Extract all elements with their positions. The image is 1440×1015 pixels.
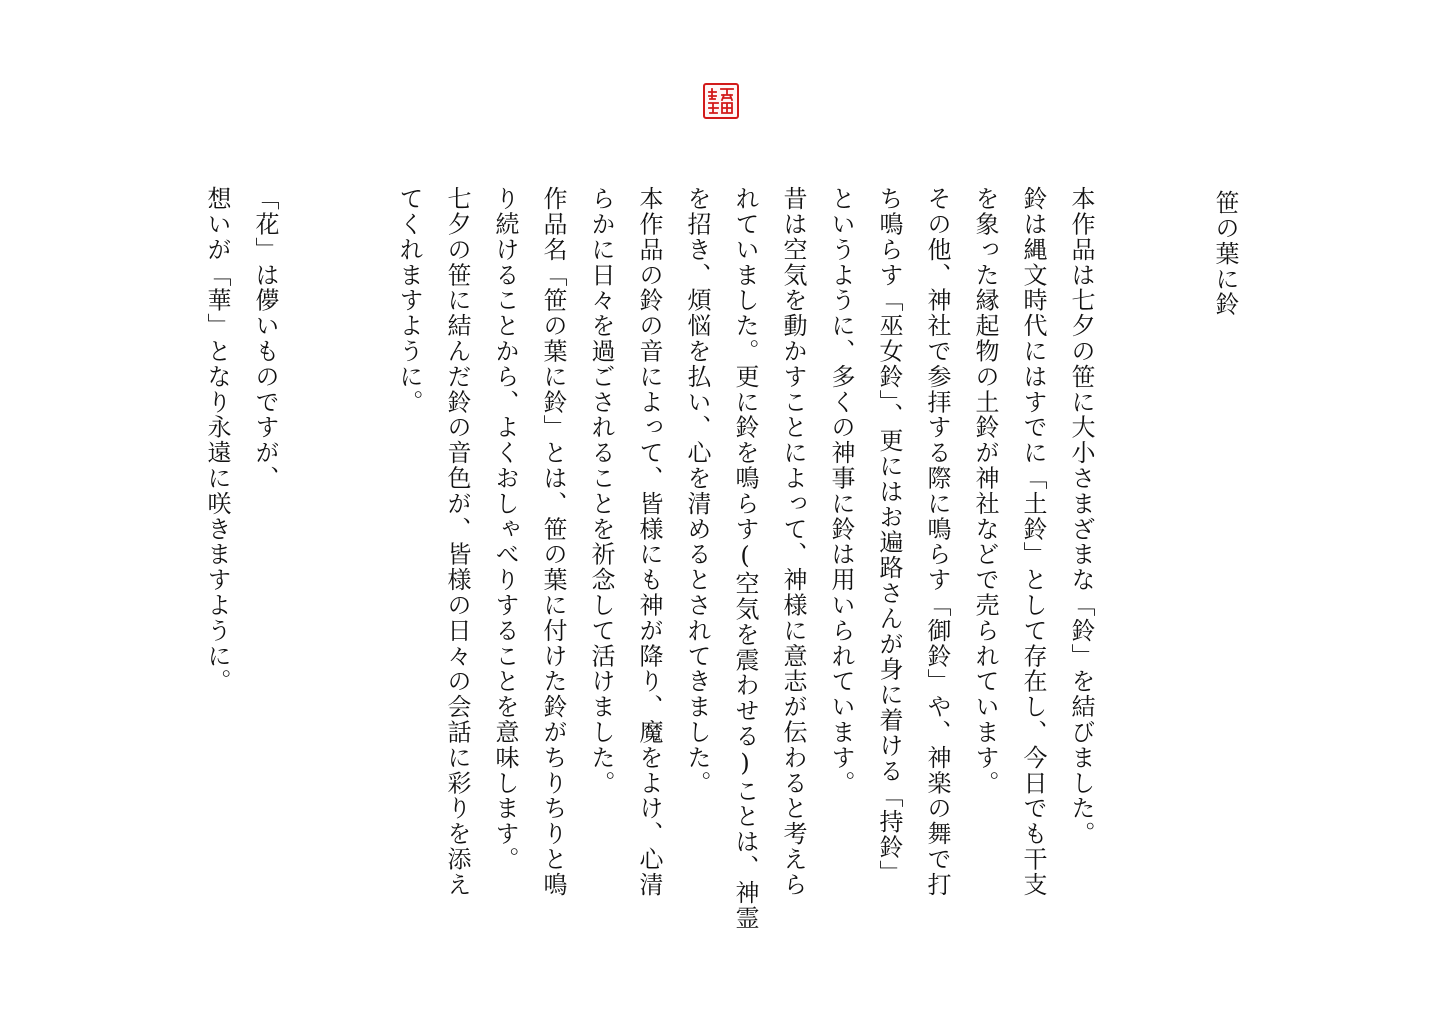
body-line: 作品名「笹の葉に鈴」とは、笹の葉に付けた鈴がちりちりと鳴 <box>539 186 567 898</box>
body-line: 本作品の鈴の音によって、皆様にも神が降り、魔をよけ、心清 <box>635 186 663 898</box>
body-line: というように、多くの神事に鈴は用いられています。 <box>827 186 855 796</box>
page-title: 笹の葉に鈴 <box>1211 190 1239 317</box>
body-line: ち鳴らす「巫女鈴」、更にはお遍路さんが身に着ける「持鈴」 <box>875 186 903 886</box>
seal-glyph-icon <box>705 85 737 117</box>
body-line: 鈴は縄文時代にはすでに「土鈴」として存在し、今日でも干支 <box>1019 186 1047 898</box>
body-line: り続けることから、よくおしゃべりすることを意味します。 <box>491 186 519 872</box>
body-line: てくれますように。 <box>395 186 423 415</box>
body-line: れていました。更に鈴を鳴らす(空気を震わせる)ことは、神霊 <box>731 186 759 931</box>
body-line: 七夕の笹に結んだ鈴の音色が、皆様の日々の会話に彩りを添え <box>443 186 471 898</box>
body-line: らかに日々を過ごされることを祈念して活けました。 <box>587 186 615 796</box>
red-seal-stamp <box>703 83 739 119</box>
closing-line: 「花」は儚いものですが、 <box>251 186 279 491</box>
body-line: を招き、煩悩を払い、心を清めるとされてきました。 <box>683 186 711 796</box>
body-line: を象った縁起物の土鈴が神社などで売られています。 <box>971 186 999 796</box>
body-line: その他、神社で参拝する際に鳴らす「御鈴」や、神楽の舞で打 <box>923 186 951 898</box>
closing-line: 想いが「華」となり永遠に咲きますように。 <box>203 186 231 694</box>
body-line: 昔は空気を動かすことによって、神様に意志が伝わると考えら <box>779 186 807 898</box>
body-line: 本作品は七夕の笹に大小さまざまな「鈴」を結びました。 <box>1067 186 1095 847</box>
